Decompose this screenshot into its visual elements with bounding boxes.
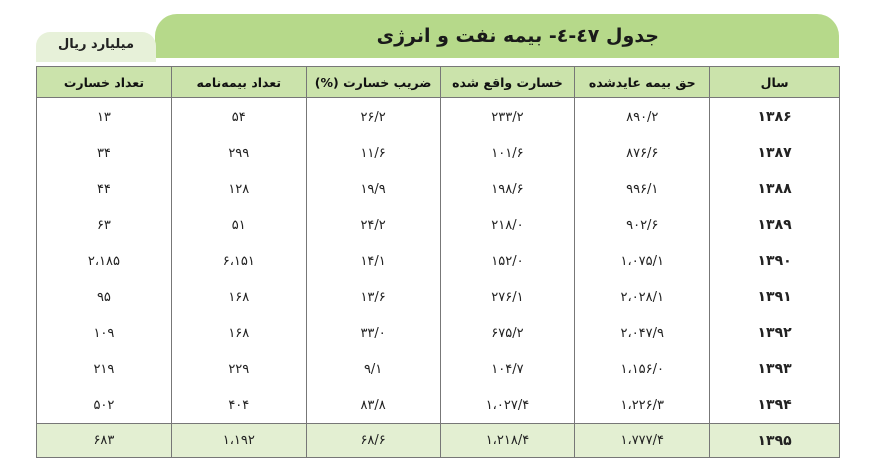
- cell-loss-ratio: ۱۴/۱: [306, 243, 440, 279]
- cell-year: ۱۳۹۳: [710, 351, 840, 387]
- header-row: [37, 67, 840, 98]
- cell-premium: ۱،۰۷۵/۱: [575, 243, 710, 279]
- cell-loss-ratio: ۹/۱: [306, 351, 440, 387]
- cell-loss: ۱۵۲/۰: [440, 243, 575, 279]
- table-row: [37, 387, 840, 424]
- cell-premium: ۱،۱۵۶/۰: [575, 351, 710, 387]
- unit-label: میلیارد ریال: [57, 37, 135, 52]
- cell-loss-ratio: ۳۳/۰: [306, 315, 440, 351]
- table-row: [37, 98, 840, 136]
- cell-year: ۱۳۸۷: [710, 135, 840, 171]
- cell-loss: ۱۹۸/۶: [440, 171, 575, 207]
- cell-claim-count: ۲۱۹: [37, 351, 172, 387]
- cell-loss: ۲۳۳/۲: [440, 98, 575, 136]
- cell-loss-ratio: ۸۳/۸: [306, 387, 440, 424]
- cell-policy-count: ۱۶۸: [171, 315, 306, 351]
- column-header-policy-count: تعداد بیمه‌نامه: [171, 67, 306, 98]
- cell-loss-ratio: ۱۹/۹: [306, 171, 440, 207]
- cell-policy-count: ۵۴: [171, 98, 306, 136]
- cell-year: ۱۳۹۴: [710, 387, 840, 424]
- cell-year: ۱۳۸۹: [710, 207, 840, 243]
- insurance-table: [36, 66, 840, 458]
- cell-claim-count: ۹۵: [37, 279, 172, 315]
- cell-loss: ۲۱۸/۰: [440, 207, 575, 243]
- cell-loss: ۱،۰۲۷/۴: [440, 387, 575, 424]
- cell-policy-count: ۴۰۴: [171, 387, 306, 424]
- cell-policy-count: ۵۱: [171, 207, 306, 243]
- column-header-premium: حق بیمه عایدشده: [575, 67, 710, 98]
- cell-year: ۱۳۹۰: [710, 243, 840, 279]
- cell-year: ۱۳۸۶: [710, 98, 840, 136]
- table-row: [37, 315, 840, 351]
- cell-premium: ۲،۰۲۸/۱: [575, 279, 710, 315]
- cell-loss-ratio: ۱۱/۶: [306, 135, 440, 171]
- cell-loss-ratio: ۲۶/۲: [306, 98, 440, 136]
- cell-loss-ratio: ۱۳/۶: [306, 279, 440, 315]
- cell-loss: ۶۷۵/۲: [440, 315, 575, 351]
- cell-premium: ۹۰۲/۶: [575, 207, 710, 243]
- cell-claim-count: ۱۳: [37, 98, 172, 136]
- cell-policy-count: ۱۲۸: [171, 171, 306, 207]
- cell-policy-count: ۱۶۸: [171, 279, 306, 315]
- cell-claim-count: ۳۴: [37, 135, 172, 171]
- cell-year: ۱۳۹۲: [710, 315, 840, 351]
- cell-claim-count: ۶۳: [37, 207, 172, 243]
- cell-claim-count: ۶۸۳: [37, 424, 172, 458]
- cell-premium: ۹۹۶/۱: [575, 171, 710, 207]
- cell-claim-count: ۴۴: [37, 171, 172, 207]
- cell-loss: ۱۰۴/۷: [440, 351, 575, 387]
- cell-claim-count: ۱۰۹: [37, 315, 172, 351]
- cell-loss: ۲۷۶/۱: [440, 279, 575, 315]
- table-title: جدول ٤٧-٤- بیمه نفت و انرژی: [376, 25, 659, 47]
- cell-policy-count: ۶،۱۵۱: [171, 243, 306, 279]
- table-row-latest: [37, 424, 840, 458]
- table-row: [37, 351, 840, 387]
- cell-claim-count: ۵۰۲: [37, 387, 172, 424]
- table-row: [37, 171, 840, 207]
- table-row: [37, 135, 840, 171]
- cell-policy-count: ۱،۱۹۲: [171, 424, 306, 458]
- cell-year: ۱۳۸۸: [710, 171, 840, 207]
- table-row: [37, 243, 840, 279]
- table-row: [37, 207, 840, 243]
- cell-loss-ratio: ۲۴/۲: [306, 207, 440, 243]
- cell-premium: ۸۷۶/۶: [575, 135, 710, 171]
- cell-premium: ۱،۲۲۶/۳: [575, 387, 710, 424]
- cell-year: ۱۳۹۱: [710, 279, 840, 315]
- column-header-loss-ratio: ضریب خسارت (%): [306, 67, 440, 98]
- cell-policy-count: ۲۲۹: [171, 351, 306, 387]
- cell-policy-count: ۲۹۹: [171, 135, 306, 171]
- column-header-loss: خسارت واقع شده: [440, 67, 575, 98]
- column-header-claim-count: تعداد خسارت: [37, 67, 172, 98]
- cell-loss: ۱۰۱/۶: [440, 135, 575, 171]
- cell-premium: ۲،۰۴۷/۹: [575, 315, 710, 351]
- cell-premium: ۸۹۰/۲: [575, 98, 710, 136]
- cell-loss-ratio: ۶۸/۶: [306, 424, 440, 458]
- cell-year: ۱۳۹۵: [710, 424, 840, 458]
- cell-claim-count: ۲،۱۸۵: [37, 243, 172, 279]
- table-row: [37, 279, 840, 315]
- cell-premium: ۱،۷۷۷/۴: [575, 424, 710, 458]
- column-header-year: سال: [710, 67, 840, 98]
- cell-loss: ۱،۲۱۸/۴: [440, 424, 575, 458]
